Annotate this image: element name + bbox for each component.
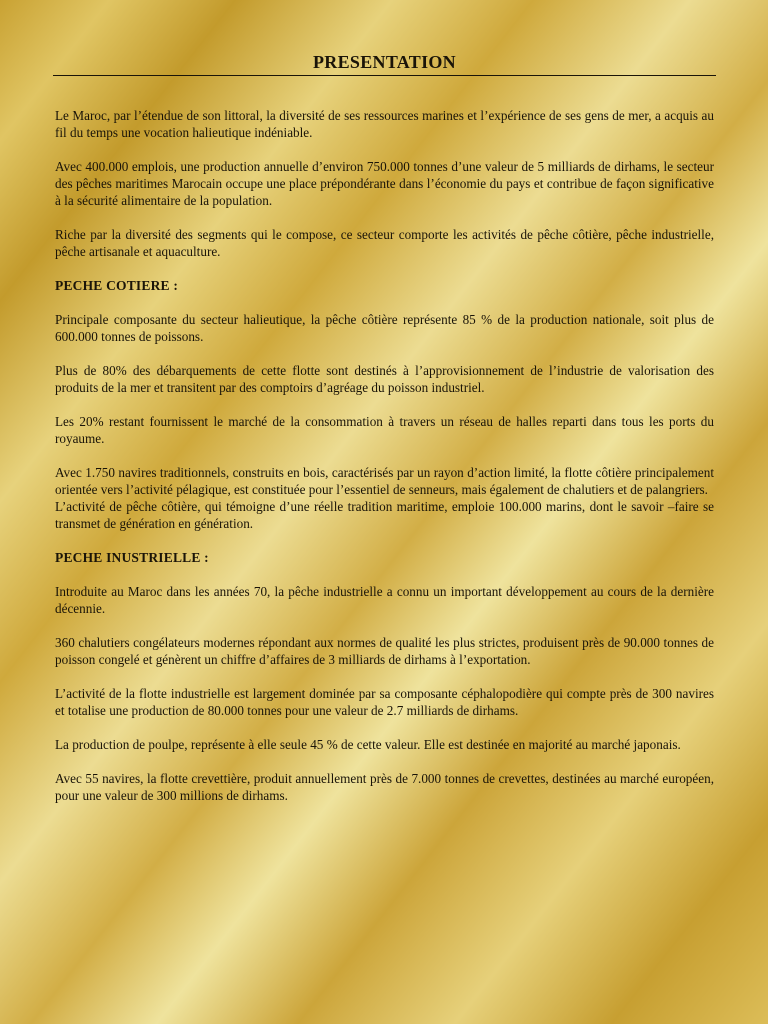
industrielle-paragraph: La production de poulpe, représente à elle seule 45 % de cette valeur. Elle est destinée en majorité au marché japonais. <box>55 737 681 752</box>
cotiere-paragraph: Plus de 80% des débarquements de cette flotte sont destinés à l’approvisionnement de l’industrie de valorisation des produits de la mer et transitent par des comptoirs d’agréage du poisson industriel. <box>55 363 714 395</box>
document-page <box>55 52 714 821</box>
industrielle-paragraph: Avec 55 navires, la flotte crevettière, produit annuellement près de 7.000 tonnes de crevettes, destinées au marché européen, pour une valeur de 300 millions de dirhams. <box>55 771 714 803</box>
intro-paragraph: Riche par la diversité des segments qui le compose, ce secteur comporte les activités de pêche côtière, pêche industrielle, pêche artisanale et aquaculture. <box>55 227 714 259</box>
cotiere-paragraph: Les 20% restant fournissent le marché de la consommation à travers un réseau de halles reparti dans tous les ports du royaume. <box>55 414 714 446</box>
industrielle-paragraph: L’activité de la flotte industrielle est largement dominée par sa composante céphalopodière qui compte près de 300 navires et totalise une production de 80.000 tonnes pour une valeur de 2.7 milliards de dirhams. <box>55 686 714 718</box>
page-title: PRESENTATION <box>313 52 456 72</box>
cotiere-paragraph: L’activité de pêche côtière, qui témoigne d’une réelle tradition maritime, emploie 100.000 marins, dont le savoir –faire se transmet de génération en génération. <box>55 499 714 531</box>
section-heading-cotiere: PECHE COTIERE : <box>55 278 179 293</box>
section-heading-industrielle: PECHE INUSTRIELLE : <box>55 550 209 565</box>
intro-paragraph: Avec 400.000 emplois, une production annuelle d’environ 750.000 tonnes d’une valeur de 5 milliards de dirhams, le secteur des pêches maritimes Marocain occupe une place prépondérante dans l’économie du pays et contribue de façon significative à la sécurité alimentaire de la population. <box>55 159 714 208</box>
document-body <box>55 107 714 804</box>
cotiere-paragraph: Principale composante du secteur halieutique, la pêche côtière représente 85 % de la production nationale, soit plus de 600.000 tonnes de poissons. <box>55 312 714 344</box>
industrielle-paragraph: Introduite au Maroc dans les années 70, la pêche industrielle a connu un important développement au cours de la dernière décennie. <box>55 584 714 616</box>
industrielle-paragraph: 360 chalutiers congélateurs modernes répondant aux normes de qualité les plus strictes, produisent près de 90.000 tonnes de poisson congelé et génèrent un chiffre d’affaires de 3 milliards de dirhams à l’exportation. <box>55 635 714 667</box>
title-underline <box>53 75 716 76</box>
intro-paragraph: Le Maroc, par l’étendue de son littoral, la diversité de ses ressources marines et l’expérience de ses gens de mer, a acquis au fil du temps une vocation halieutique indéniable. <box>55 108 714 140</box>
cotiere-paragraph: Avec 1.750 navires traditionnels, construits en bois, caractérisés par un rayon d’action limité, la flotte côtière principalement orientée vers l’activité pélagique, est constituée pour l’essentiel de senneurs, mais également de chalutiers et de palangriers. <box>55 465 714 497</box>
